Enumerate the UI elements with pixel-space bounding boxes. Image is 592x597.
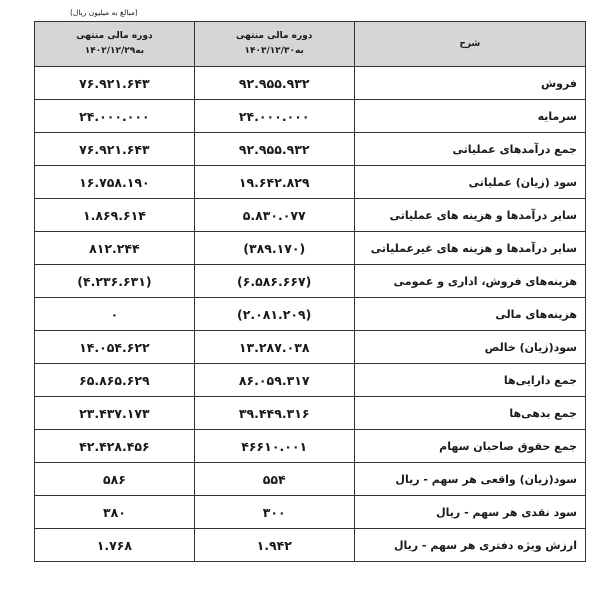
table-row (35, 166, 586, 199)
table-row (35, 199, 586, 232)
value-1402: ۱۶.۷۵۸.۱۹۰ (35, 166, 195, 199)
value-1402: ۱۴.۰۵۴.۶۲۲ (35, 331, 195, 364)
financial-summary-table (34, 21, 586, 562)
value-1402: ۷۶.۹۲۱.۶۴۳ (35, 67, 195, 100)
table-row (35, 496, 586, 529)
value-1403: (۶.۵۸۶.۶۶۷) (194, 265, 354, 298)
unit-note: (مبالغ به میلیون ریال) (70, 8, 138, 17)
row-label: سود(زیان) واقعی هر سهم - ریال (354, 463, 585, 496)
period-header-1403 (194, 22, 354, 67)
value-1402: (۴.۲۳۶.۶۳۱) (35, 265, 195, 298)
value-1403: ۵.۸۳۰.۰۷۷ (194, 199, 354, 232)
table-row (35, 331, 586, 364)
value-1403: ۳۰۰ (194, 496, 354, 529)
value-1402: ۱.۸۶۹.۶۱۴ (35, 199, 195, 232)
period-date: به۱۴۰۳/۱۲/۳۰ (244, 46, 304, 56)
row-label: جمع دارایی‌ها (354, 364, 585, 397)
period-label: دوره مالی منتهی (236, 31, 313, 41)
table-row (35, 397, 586, 430)
row-label: سرمایه (354, 100, 585, 133)
row-label: سایر درآمدها و هزینه های غیرعملیاتی (354, 232, 585, 265)
value-1403: ۲۴.۰۰۰.۰۰۰ (194, 100, 354, 133)
table-row (35, 232, 586, 265)
value-1402: ۳۸۰ (35, 496, 195, 529)
value-1403: ۹۲.۹۵۵.۹۳۲ (194, 133, 354, 166)
value-1403: ۴۶۶۱۰.۰۰۱ (194, 430, 354, 463)
table-row (35, 67, 586, 100)
value-1403: ۳۹.۴۴۹.۳۱۶ (194, 397, 354, 430)
table-row (35, 364, 586, 397)
table-row (35, 265, 586, 298)
value-1403: ۵۵۴ (194, 463, 354, 496)
value-1403: ۱.۹۴۲ (194, 529, 354, 562)
row-label: جمع حقوق صاحبان سهام (354, 430, 585, 463)
row-label: فروش (354, 67, 585, 100)
value-1402: ۲۴.۰۰۰.۰۰۰ (35, 100, 195, 133)
row-label: سود نقدی هر سهم - ریال (354, 496, 585, 529)
value-1402: ۰ (35, 298, 195, 331)
row-label: جمع درآمدهای عملیاتی (354, 133, 585, 166)
value-1403: (۳۸۹.۱۷۰) (194, 232, 354, 265)
value-1403: ۸۶.۰۵۹.۳۱۷ (194, 364, 354, 397)
row-label: هزینه‌های مالی (354, 298, 585, 331)
value-1402: ۱.۷۶۸ (35, 529, 195, 562)
table-row (35, 100, 586, 133)
period-header-1402 (35, 22, 195, 67)
value-1402: ۷۶.۹۲۱.۶۴۳ (35, 133, 195, 166)
table-row (35, 133, 586, 166)
table-row (35, 298, 586, 331)
period-date: به۱۴۰۲/۱۲/۲۹ (84, 46, 145, 56)
table-header-row (35, 22, 586, 67)
value-1402: ۶۵.۸۶۵.۶۲۹ (35, 364, 195, 397)
value-1403: ۱۳.۲۸۷.۰۳۸ (194, 331, 354, 364)
value-1402: ۴۲.۴۲۸.۴۵۶ (35, 430, 195, 463)
row-label: جمع بدهی‌ها (354, 397, 585, 430)
table-row (35, 463, 586, 496)
row-label: هزینه‌های فروش، اداری و عمومی (354, 265, 585, 298)
table-row (35, 529, 586, 562)
value-1402: ۲۳.۴۳۷.۱۷۳ (35, 397, 195, 430)
description-header: شرح (354, 22, 585, 67)
value-1403: ۱۹.۶۴۲.۸۲۹ (194, 166, 354, 199)
row-label: سود (زیان) عملیاتی (354, 166, 585, 199)
table-row (35, 430, 586, 463)
value-1403: (۲.۰۸۱.۲۰۹) (194, 298, 354, 331)
value-1403: ۹۲.۹۵۵.۹۳۲ (194, 67, 354, 100)
period-label: دوره مالی منتهی (76, 31, 153, 41)
value-1402: ۵۸۶ (35, 463, 195, 496)
row-label: ارزش ویژه دفتری هر سهم - ریال (354, 529, 585, 562)
row-label: سایر درآمدها و هزینه های عملیاتی (354, 199, 585, 232)
value-1402: ۸۱۲.۲۴۴ (35, 232, 195, 265)
row-label: سود(زیان) خالص (354, 331, 585, 364)
